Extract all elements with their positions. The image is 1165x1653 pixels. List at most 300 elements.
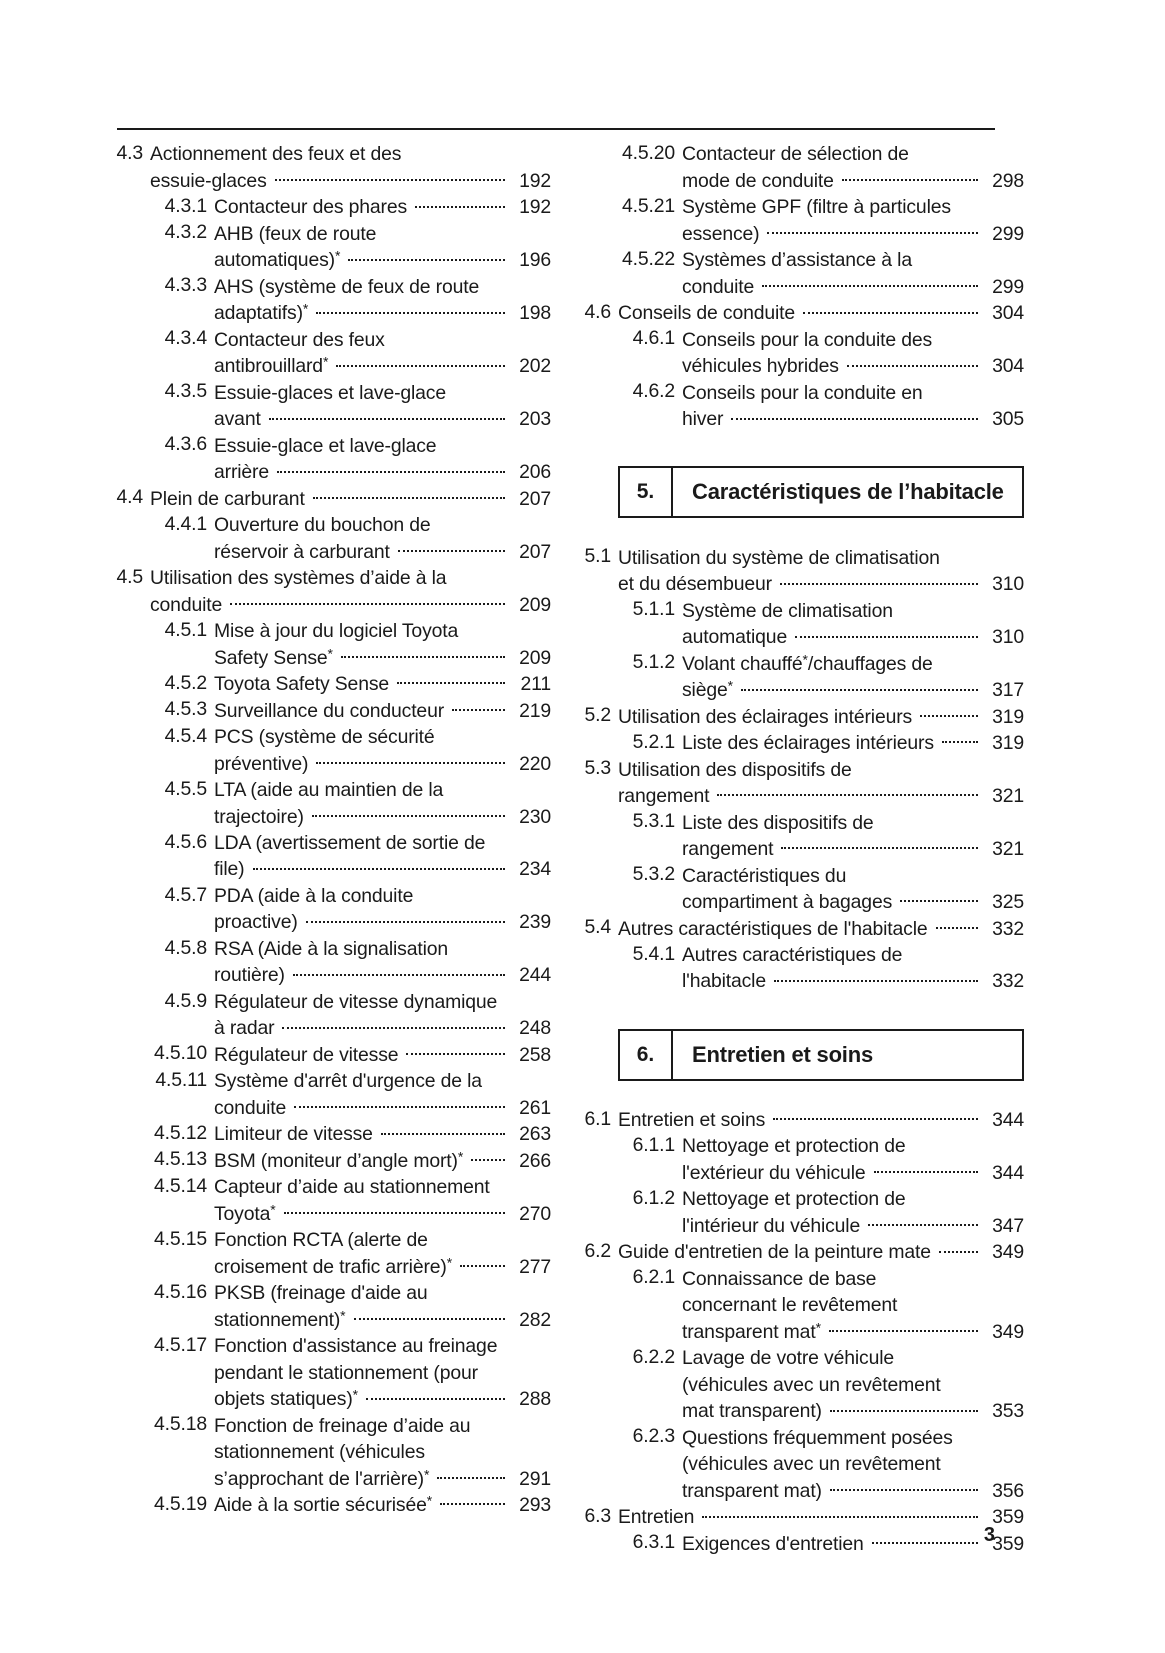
toc-entry-line <box>214 459 551 485</box>
toc-entry-body <box>214 618 551 671</box>
toc-entry-number: 4.5.2 <box>164 671 207 694</box>
toc-entry-number: 5.3.1 <box>632 810 675 833</box>
toc-entry[interactable] <box>111 1333 551 1412</box>
toc-entry-number: 4.5.21 <box>621 194 675 217</box>
toc-entry-title: Essuie-glaces et lave-glace <box>214 381 446 404</box>
toc-entry-body <box>214 697 551 723</box>
footnote-asterisk: * <box>352 1386 359 1403</box>
toc-entry-line <box>214 300 551 326</box>
toc-entry-number: 4.3.1 <box>164 194 207 217</box>
toc-dot-leader <box>438 512 505 531</box>
toc-page-number: 288 <box>519 1388 551 1411</box>
page-number: 3 <box>983 1524 995 1546</box>
toc-dot-leader <box>731 406 978 425</box>
toc-entry-number: 5.2 <box>584 704 611 727</box>
toc-dot-leader <box>493 830 505 849</box>
toc-entry[interactable] <box>111 1492 551 1518</box>
toc-entry-title: Conseils de conduite <box>618 302 796 325</box>
toc-entry-line <box>618 571 1024 597</box>
toc-dot-leader <box>920 703 978 722</box>
toc-entry[interactable] <box>579 1504 1024 1530</box>
toc-page-number: 198 <box>519 302 551 325</box>
toc-entry-title: LTA (aide au maintien de la <box>214 779 444 802</box>
toc-page-number: 347 <box>992 1214 1024 1237</box>
toc-entry[interactable] <box>579 730 1024 756</box>
toc-entry-line <box>682 730 1024 756</box>
toc-entry-body <box>214 379 551 432</box>
toc-entry-number: 5.3.2 <box>632 863 675 886</box>
toc-entry[interactable] <box>111 697 551 723</box>
toc-entry[interactable] <box>111 1227 551 1280</box>
toc-entry-line <box>214 1147 551 1173</box>
toc-dot-leader <box>842 167 978 186</box>
toc-entry[interactable] <box>111 724 551 777</box>
toc-entry-line <box>150 141 551 167</box>
toc-page-number: 196 <box>519 249 551 272</box>
toc-entry-line <box>214 697 551 723</box>
toc-entry[interactable] <box>111 830 551 883</box>
toc-dot-leader <box>409 141 505 160</box>
chapter-header-box-6[interactable] <box>618 1029 1024 1081</box>
toc-entry-title: mode de conduite <box>682 169 834 192</box>
toc-entry-title: automatique <box>682 626 788 649</box>
toc-entry[interactable] <box>579 1424 1024 1503</box>
toc-entry-title: à radar <box>214 1017 275 1040</box>
toc-entry-line <box>682 1477 1024 1503</box>
toc-entry-number: 5.3 <box>584 757 611 780</box>
toc-entry[interactable] <box>579 379 1024 432</box>
toc-entry-title: conduite <box>150 593 223 616</box>
toc-entry-title: stationnement)* <box>214 1307 346 1331</box>
toc-entry-line <box>682 220 1024 246</box>
toc-page-number: 291 <box>519 1467 551 1490</box>
toc-dot-leader <box>433 1439 505 1458</box>
toc-entry-line <box>618 300 1024 326</box>
toc-entry-body <box>682 862 1024 915</box>
toc-entry-body <box>214 989 551 1042</box>
toc-dot-leader <box>949 1371 978 1390</box>
toc-entry[interactable] <box>111 1412 551 1491</box>
toc-entry-title: véhicules hybrides <box>682 355 839 378</box>
toc-entry[interactable] <box>111 141 551 194</box>
toc-entry[interactable] <box>111 618 551 671</box>
toc-page-number: 332 <box>992 917 1024 940</box>
toc-entry-title: BSM (moniteur d’angle mort)* <box>214 1148 464 1172</box>
toc-entry-title: Surveillance du conducteur <box>214 699 445 722</box>
toc-dot-leader <box>941 650 978 669</box>
toc-entry-number: 4.3.3 <box>164 274 207 297</box>
toc-page-number: 209 <box>519 593 551 616</box>
toc-entry[interactable] <box>111 379 551 432</box>
toc-entry[interactable] <box>111 1280 551 1333</box>
toc-entry[interactable] <box>111 194 551 220</box>
toc-page-number: 349 <box>992 1241 1024 1264</box>
toc-page-number: 310 <box>992 573 1024 596</box>
toc-entry-title: Plein de carburant <box>150 487 305 510</box>
toc-entry-line <box>214 538 551 564</box>
toc-entry-line <box>618 1504 1024 1530</box>
toc-page-number: 192 <box>519 169 551 192</box>
toc-entry-line <box>682 1398 1024 1424</box>
chapter-title: Caractéristiques de l’habitacle <box>692 479 1004 505</box>
toc-entry-number: 4.5.4 <box>164 724 207 747</box>
toc-entry-number: 6.2.2 <box>632 1345 675 1368</box>
toc-dot-leader <box>498 1174 505 1193</box>
toc-entry-title: transparent mat* <box>682 1319 821 1343</box>
chapter-number: 5. <box>620 468 673 516</box>
toc-page-number: 299 <box>992 275 1024 298</box>
toc-page-number: 261 <box>519 1096 551 1119</box>
toc-entry-body <box>150 141 551 194</box>
toc-entry-number: 5.4 <box>584 916 611 939</box>
toc-entry-title: Système d'arrêt d'urgence de la <box>214 1070 482 1093</box>
toc-entry[interactable] <box>579 300 1024 326</box>
toc-entry[interactable] <box>111 432 551 485</box>
toc-entry[interactable] <box>111 777 551 830</box>
toc-dot-leader <box>316 300 505 319</box>
toc-dot-leader <box>275 167 505 186</box>
toc-entry-line <box>682 624 1024 650</box>
toc-entry-body <box>682 141 1024 194</box>
toc-entry-line <box>682 379 1024 405</box>
toc-dot-leader <box>230 591 505 610</box>
toc-page-number: 305 <box>992 408 1024 431</box>
toc-page-number: 344 <box>992 1161 1024 1184</box>
toc-entry-line <box>214 644 551 670</box>
toc-entry-title: Toyota* <box>214 1201 276 1225</box>
toc-entry-body <box>214 432 551 485</box>
footnote-asterisk: * <box>340 1307 346 1324</box>
toc-entry-title: Autres caractéristiques de <box>682 943 903 966</box>
toc-entry-number: 5.1 <box>584 545 611 568</box>
toc-dot-leader <box>440 1492 505 1511</box>
toc-entry-line <box>214 856 551 882</box>
toc-entry-number: 4.5.6 <box>164 830 207 853</box>
toc-entry-body <box>618 1239 1024 1265</box>
toc-dot-leader <box>830 1398 978 1417</box>
toc-dot-leader <box>406 1041 505 1060</box>
toc-entry-title: Caractéristiques du <box>682 864 847 887</box>
toc-entry-title: Mise à jour du logiciel Toyota <box>214 620 459 643</box>
toc-dot-leader <box>774 968 978 987</box>
toc-entry[interactable] <box>579 1530 1024 1556</box>
toc-page-number: 209 <box>519 646 551 669</box>
toc-entry-title: Utilisation des éclairages intérieurs <box>618 705 913 728</box>
footnote-asterisk: * <box>302 301 309 317</box>
toc-dot-leader <box>872 1530 978 1549</box>
toc-page-number: 293 <box>519 1494 551 1517</box>
toc-entry-line <box>214 962 551 988</box>
toc-entry[interactable] <box>111 1121 551 1147</box>
toc-entry[interactable] <box>579 326 1024 379</box>
toc-entry-title: Safety Sense* <box>214 645 333 669</box>
toc-entry[interactable] <box>111 1041 551 1067</box>
toc-page-number: 192 <box>519 196 551 219</box>
toc-entry-title: Régulateur de vitesse <box>214 1043 399 1066</box>
toc-entry-title: RSA (Aide à la signalisation <box>214 937 449 960</box>
toc-dot-leader <box>741 677 978 696</box>
toc-page-number: 266 <box>519 1149 551 1172</box>
header-rule <box>117 128 995 130</box>
toc-page-number: 244 <box>519 964 551 987</box>
toc-entry-line <box>682 597 1024 623</box>
toc-entry[interactable] <box>579 1345 1024 1424</box>
toc-page-number: 349 <box>992 1320 1024 1343</box>
toc-entry[interactable] <box>111 1147 551 1173</box>
toc-entry[interactable] <box>579 650 1024 703</box>
toc-dot-leader <box>415 194 505 213</box>
toc-entry-title: Exigences d'entretien <box>682 1532 864 1555</box>
footnote-asterisk: * <box>446 1254 453 1271</box>
toc-entry-line <box>682 968 1024 994</box>
toc-entry[interactable] <box>579 862 1024 915</box>
toc-entry[interactable] <box>579 597 1024 650</box>
toc-entry-line <box>214 1333 551 1359</box>
toc-entry[interactable] <box>111 1174 551 1227</box>
footnote-asterisk: * <box>815 1319 821 1336</box>
toc-page-number: 282 <box>519 1308 551 1331</box>
toc-entry-number: 4.5.19 <box>153 1492 207 1515</box>
toc-entry[interactable] <box>111 273 551 326</box>
toc-entry-body <box>214 1227 551 1280</box>
toc-entry-line <box>682 942 1024 968</box>
toc-entry-number: 4.3.4 <box>164 327 207 350</box>
toc-dot-leader <box>366 1386 505 1405</box>
toc-page-number: 207 <box>519 540 551 563</box>
toc-entry[interactable] <box>111 485 551 511</box>
toc-entry-title: Nettoyage et protection de <box>682 1188 906 1211</box>
toc-dot-leader <box>882 809 979 828</box>
toc-entry-body <box>214 1121 551 1147</box>
toc-entry-body <box>214 1068 551 1121</box>
toc-entry-line <box>214 883 551 909</box>
toc-entry[interactable] <box>111 326 551 379</box>
toc-page-number: 203 <box>519 408 551 431</box>
toc-entry[interactable] <box>579 1107 1024 1133</box>
toc-dot-leader <box>902 1345 978 1364</box>
toc-entry-number: 4.5.13 <box>153 1148 207 1171</box>
toc-dot-leader <box>293 962 505 981</box>
toc-entry-title: rangement <box>618 785 710 808</box>
toc-entry-number: 4.6 <box>584 300 611 323</box>
toc-dot-leader <box>466 618 505 637</box>
toc-entry[interactable] <box>111 989 551 1042</box>
toc-entry-title: Entretien <box>618 1506 695 1529</box>
toc-entry-title: stationnement (véhicules <box>214 1441 425 1464</box>
toc-dot-leader <box>454 565 505 584</box>
toc-entry-line <box>214 194 551 220</box>
toc-entry[interactable] <box>579 1239 1024 1265</box>
footnote-asterisk: * <box>322 353 329 370</box>
toc-entry[interactable] <box>111 512 551 565</box>
toc-entry-number: 4.4 <box>116 486 143 509</box>
toc-dot-leader <box>959 194 978 213</box>
toc-entry-line <box>682 194 1024 220</box>
toc-entry-number: 4.5.18 <box>153 1413 207 1436</box>
toc-entry-body <box>682 1133 1024 1186</box>
toc-entry-title: Actionnement des feux et des <box>150 143 402 166</box>
toc-entry-line <box>214 1015 551 1041</box>
toc-entry-line <box>682 1213 1024 1239</box>
toc-entry-number: 6.2 <box>584 1239 611 1262</box>
toc-dot-leader <box>443 724 505 743</box>
toc-page-number: 263 <box>519 1123 551 1146</box>
toc-entry-title: PDA (aide à la conduite <box>214 884 414 907</box>
toc-entry-number: 4.3.6 <box>164 433 207 456</box>
toc-entry-body <box>214 830 551 883</box>
toc-entry-title: Connaissance de base <box>682 1267 877 1290</box>
toc-entry-line <box>682 141 1024 167</box>
toc-dot-leader <box>949 1451 978 1470</box>
toc-entry-title: Entretien et soins <box>618 1108 766 1131</box>
toc-entry-title: antibrouillard* <box>214 353 329 378</box>
toc-entry-title: compartiment à bagages <box>682 891 893 914</box>
toc-entry-line <box>214 909 551 935</box>
toc-entry-number: 4.5.15 <box>153 1227 207 1250</box>
toc-entry-line <box>214 353 551 379</box>
toc-column-left <box>111 141 551 1557</box>
toc-entry-body <box>214 220 551 273</box>
toc-entry-line <box>214 1465 551 1491</box>
toc-dot-leader <box>460 1253 505 1272</box>
toc-entry-line <box>214 1439 551 1465</box>
toc-entry-number: 4.5.12 <box>153 1121 207 1144</box>
toc-entry-body <box>214 1333 551 1412</box>
toc-entry-body <box>214 883 551 936</box>
footnote-asterisk: * <box>334 248 341 265</box>
toc-entry-body <box>682 1265 1024 1344</box>
toc-dot-leader <box>282 1015 505 1034</box>
toc-entry[interactable] <box>579 194 1024 247</box>
toc-entry-line <box>682 1451 1024 1477</box>
toc-entry-body <box>682 1530 1024 1556</box>
toc-dot-leader <box>762 273 978 292</box>
toc-dot-leader <box>914 1133 978 1152</box>
toc-entry-body <box>214 512 551 565</box>
toc-entry[interactable] <box>579 1133 1024 1186</box>
toc-entry-line <box>214 1253 551 1279</box>
toc-entry-number: 4.5.9 <box>164 989 207 1012</box>
toc-dot-leader <box>874 1160 979 1179</box>
toc-entry[interactable] <box>579 809 1024 862</box>
toc-entry[interactable] <box>579 703 1024 729</box>
toc-entry-number: 6.2.1 <box>632 1266 675 1289</box>
toc-entry[interactable] <box>111 671 551 697</box>
toc-entry-line <box>682 1371 1024 1397</box>
toc-entry-title: transparent mat) <box>682 1479 822 1502</box>
toc-entry-title: Utilisation des dispositifs de <box>618 758 852 781</box>
chapter-header-box-5[interactable] <box>618 466 1024 518</box>
toc-page-number: 258 <box>519 1043 551 1066</box>
toc-entry-number: 4.5.20 <box>621 142 675 164</box>
toc-entry-title: (véhicules avec un revêtement <box>682 1453 941 1476</box>
toc-entry-line <box>618 703 1024 729</box>
toc-dot-leader <box>905 1292 978 1311</box>
toc-entry-line <box>214 1359 551 1385</box>
toc-entry-number: 4.3.2 <box>164 221 207 244</box>
toc-entry-body <box>682 809 1024 862</box>
toc-entry[interactable] <box>579 1265 1024 1344</box>
toc-dot-leader <box>471 1147 505 1166</box>
toc-entry-line <box>682 326 1024 352</box>
toc-entry-number: 5.2.1 <box>632 730 675 753</box>
toc-entry[interactable] <box>111 883 551 936</box>
toc-entry-line <box>150 167 551 193</box>
footnote-asterisk: * <box>327 645 333 662</box>
toc-entry-body <box>618 1107 1024 1133</box>
toc-entry[interactable] <box>111 565 551 618</box>
toc-entry-number: 5.1.2 <box>632 651 675 674</box>
toc-entry[interactable] <box>579 1186 1024 1239</box>
toc-dot-leader <box>773 1107 978 1126</box>
toc-page-number: 248 <box>519 1017 551 1040</box>
toc-entry-body <box>682 1424 1024 1503</box>
toc-entry-line <box>682 1160 1024 1186</box>
toc-page-number: 299 <box>992 222 1024 245</box>
toc-entry-line <box>214 432 551 458</box>
toc-entry[interactable] <box>111 220 551 273</box>
toc-entry-title: Contacteur de sélection de <box>682 143 909 166</box>
toc-entry-title: adaptatifs)* <box>214 301 309 325</box>
toc-entry-line <box>150 565 551 591</box>
toc-entry[interactable] <box>579 942 1024 995</box>
toc-entry[interactable] <box>111 1068 551 1121</box>
toc-dot-leader <box>451 777 505 796</box>
toc-entry[interactable] <box>579 915 1024 941</box>
toc-entry-line <box>682 247 1024 273</box>
chapter-number: 6. <box>620 1031 673 1079</box>
toc-page-number: 344 <box>992 1108 1024 1131</box>
toc-entry-title: Conseils pour la conduite des <box>682 328 933 351</box>
toc-entry-line <box>214 936 551 962</box>
toc-dot-leader <box>920 247 978 266</box>
toc-entry[interactable] <box>579 544 1024 597</box>
toc-dot-leader <box>487 273 505 292</box>
toc-dot-leader <box>868 1213 978 1232</box>
toc-entry[interactable] <box>579 756 1024 809</box>
toc-entry-line <box>214 1492 551 1518</box>
toc-entry-title: Ouverture du bouchon de <box>214 514 431 537</box>
toc-entry-title: concernant le revêtement <box>682 1294 898 1317</box>
toc-entry[interactable] <box>579 247 1024 300</box>
toc-entry-number: 4.5 <box>116 565 143 588</box>
toc-entry-title: l'intérieur du véhicule <box>682 1214 861 1237</box>
toc-dot-leader <box>436 1227 505 1246</box>
toc-entry-title: routière) <box>214 964 285 987</box>
toc-entry-line <box>214 724 551 750</box>
toc-entry-number: 4.5.7 <box>164 883 207 906</box>
toc-entry-line <box>214 247 551 273</box>
toc-page-number: 319 <box>992 705 1024 728</box>
toc-entry[interactable] <box>111 936 551 989</box>
toc-entry-title: Nettoyage et protection de <box>682 1135 906 1158</box>
toc-entry-body <box>618 300 1024 326</box>
toc-dot-leader <box>914 1186 978 1205</box>
toc-entry-line <box>214 1386 551 1412</box>
toc-page-number: 207 <box>519 487 551 510</box>
toc-entry[interactable] <box>579 141 1024 194</box>
toc-dot-leader <box>948 544 978 563</box>
toc-entry-body <box>214 1041 551 1067</box>
toc-entry-line <box>682 1424 1024 1450</box>
toc-entry-number: 5.1.1 <box>632 598 675 621</box>
toc-entry-line <box>214 1412 551 1438</box>
footnote-asterisk: * <box>727 677 734 694</box>
toc-entry-title: Essuie-glace et lave-glace <box>214 434 437 457</box>
toc-dot-leader <box>847 353 978 372</box>
toc-dot-leader <box>830 1477 978 1496</box>
toc-entry-number: 5.4.1 <box>632 942 675 965</box>
